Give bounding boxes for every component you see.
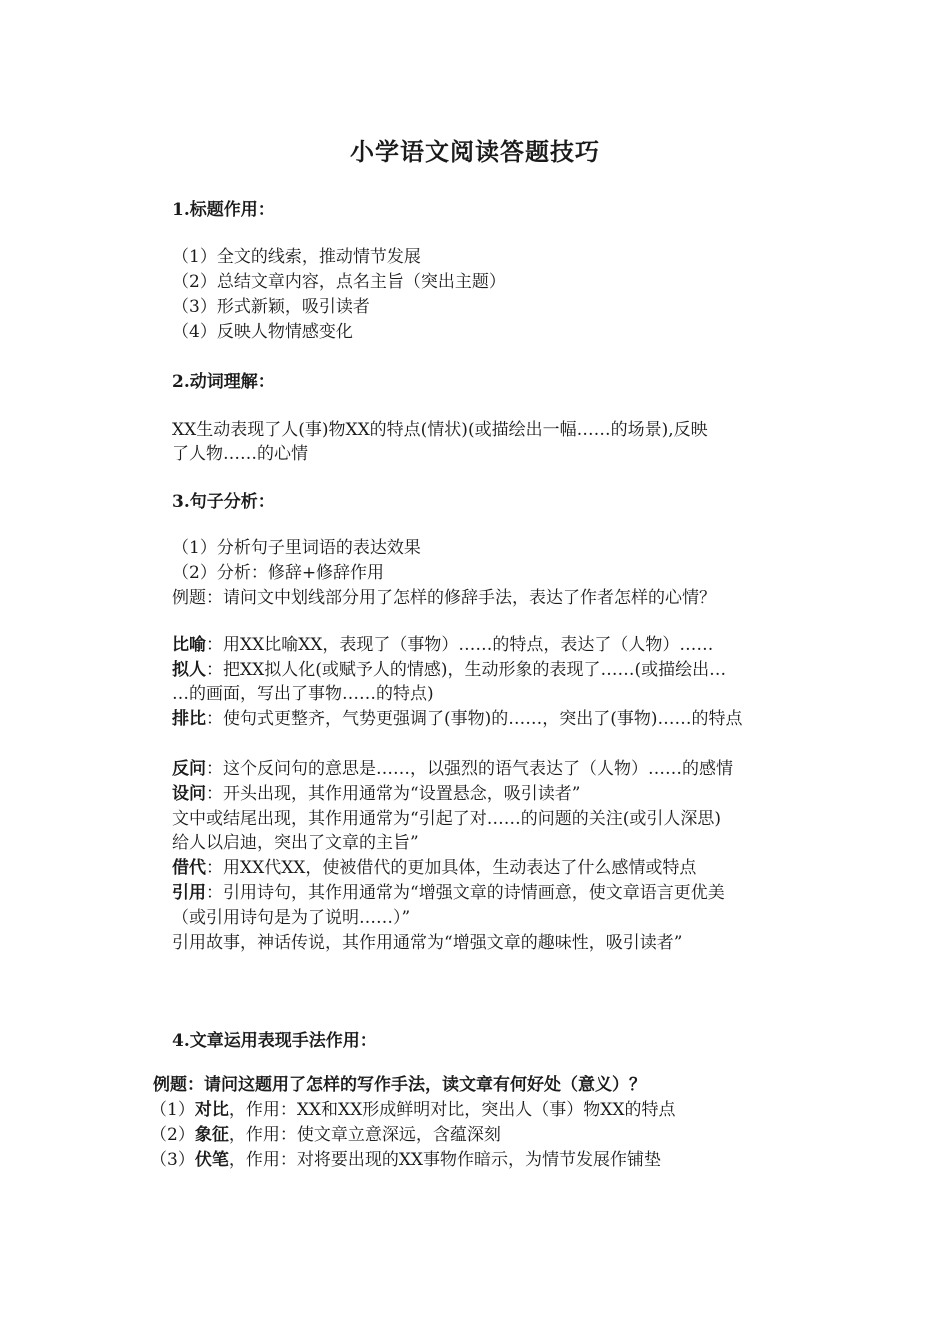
rhetoric-fanwen [172, 757, 733, 782]
rhetoric-yinyong-cont: 引用故事，神话传说，其作用通常为“增强文章的趣味性，吸引读者” [172, 933, 683, 953]
rhetoric-yinyong [172, 881, 725, 906]
rhetoric-label: 拟人 [172, 660, 206, 680]
technique-label: 对比 [194, 1100, 229, 1120]
section-3-item: （2）分析：修辞+修辞作用 [172, 563, 385, 583]
technique-text: ，作用：使文章立意深远，含蕴深刻 [228, 1125, 501, 1145]
page-title: 小学语文阅读答题技巧 [350, 137, 600, 166]
rhetoric-niren-cont: …的画面，写出了事物……的特点) [172, 684, 434, 704]
technique-prefix: （1） [150, 1100, 195, 1120]
rhetoric-label: 引用 [172, 883, 206, 903]
technique-item [150, 1098, 675, 1123]
rhetoric-text: ：这个反问句的意思是……，以强烈的语气表达了（人物）……的感情 [206, 759, 733, 779]
rhetoric-text: ：开头出现，其作用通常为“设置悬念，吸引读者” [206, 784, 581, 804]
rhetoric-shewen-cont: 给人以启迪，突出了文章的主旨” [172, 833, 419, 853]
section-1-item: （2）总结文章内容，点名主旨（突出主题） [172, 272, 506, 292]
rhetoric-label: 借代 [172, 858, 206, 878]
section-4-heading: 4.文章运用表现手法作用： [172, 1031, 377, 1051]
rhetoric-label: 反问 [172, 759, 206, 779]
section-2-heading: 2.动词理解： [172, 372, 275, 392]
section-3-example: 例题：请问文中划线部分用了怎样的修辞手法，表达了作者怎样的心情？ [172, 588, 716, 608]
rhetoric-text: ：引用诗句，其作用通常为“增强文章的诗情画意，使文章语言更优美 [206, 883, 725, 903]
technique-prefix: （2） [150, 1125, 195, 1145]
rhetoric-shewen [172, 782, 580, 807]
rhetoric-text: ：使句式更整齐，气势更强调了(事物)的……，突出了(事物)……的特点 [206, 709, 743, 729]
section-1-item: （4）反映人物情感变化 [172, 322, 353, 342]
rhetoric-text: ：用XX比喻XX，表现了（事物）……的特点，表达了（人物）…… [206, 635, 714, 655]
rhetoric-label: 比喻 [172, 635, 206, 655]
section-1-heading: 1.标题作用： [172, 200, 275, 220]
section-1-item: （1）全文的线索，推动情节发展 [172, 247, 421, 267]
section-3-heading: 3.句子分析： [172, 492, 275, 512]
rhetoric-text: ：用XX代XX，使被借代的更加具体，生动表达了什么感情或特点 [206, 858, 697, 878]
rhetoric-shewen-cont: 文中或结尾出现，其作用通常为“引起了对……的问题的关注(或引人深思) [172, 809, 721, 829]
rhetoric-text: ：把XX拟人化(或赋予人的情感)，生动形象的表现了……(或描绘出… [206, 660, 727, 680]
section-2-text: XX生动表现了人(事)物XX的特点(情状)(或描绘出一幅……的场景),反映 [172, 420, 708, 440]
rhetoric-jiedai [172, 856, 696, 881]
technique-prefix: （3） [150, 1150, 195, 1170]
technique-text: ，作用：XX和XX形成鲜明对比，突出人（事）物XX的特点 [228, 1100, 676, 1120]
rhetoric-biyu [172, 633, 713, 658]
technique-label: 伏笔 [194, 1150, 229, 1170]
rhetoric-label: 排比 [172, 709, 206, 729]
rhetoric-niren [172, 658, 726, 683]
section-3-item: （1）分析句子里词语的表达效果 [172, 538, 421, 558]
rhetoric-yinyong-cont: （或引用诗句是为了说明……）” [172, 908, 411, 928]
technique-item [150, 1148, 661, 1173]
technique-label: 象征 [194, 1125, 229, 1145]
technique-text: ，作用：对将要出现的XX事物作暗示，为情节发展作铺垫 [228, 1150, 662, 1170]
technique-item [150, 1123, 501, 1148]
rhetoric-label: 设问 [172, 784, 206, 804]
section-2-text: 了人物……的心情 [172, 444, 308, 464]
rhetoric-paibi [172, 707, 743, 732]
section-1-item: （3）形式新颖，吸引读者 [172, 297, 370, 317]
section-4-example: 例题：请问这题用了怎样的写作手法，读文章有何好处（意义）？ [153, 1075, 646, 1095]
